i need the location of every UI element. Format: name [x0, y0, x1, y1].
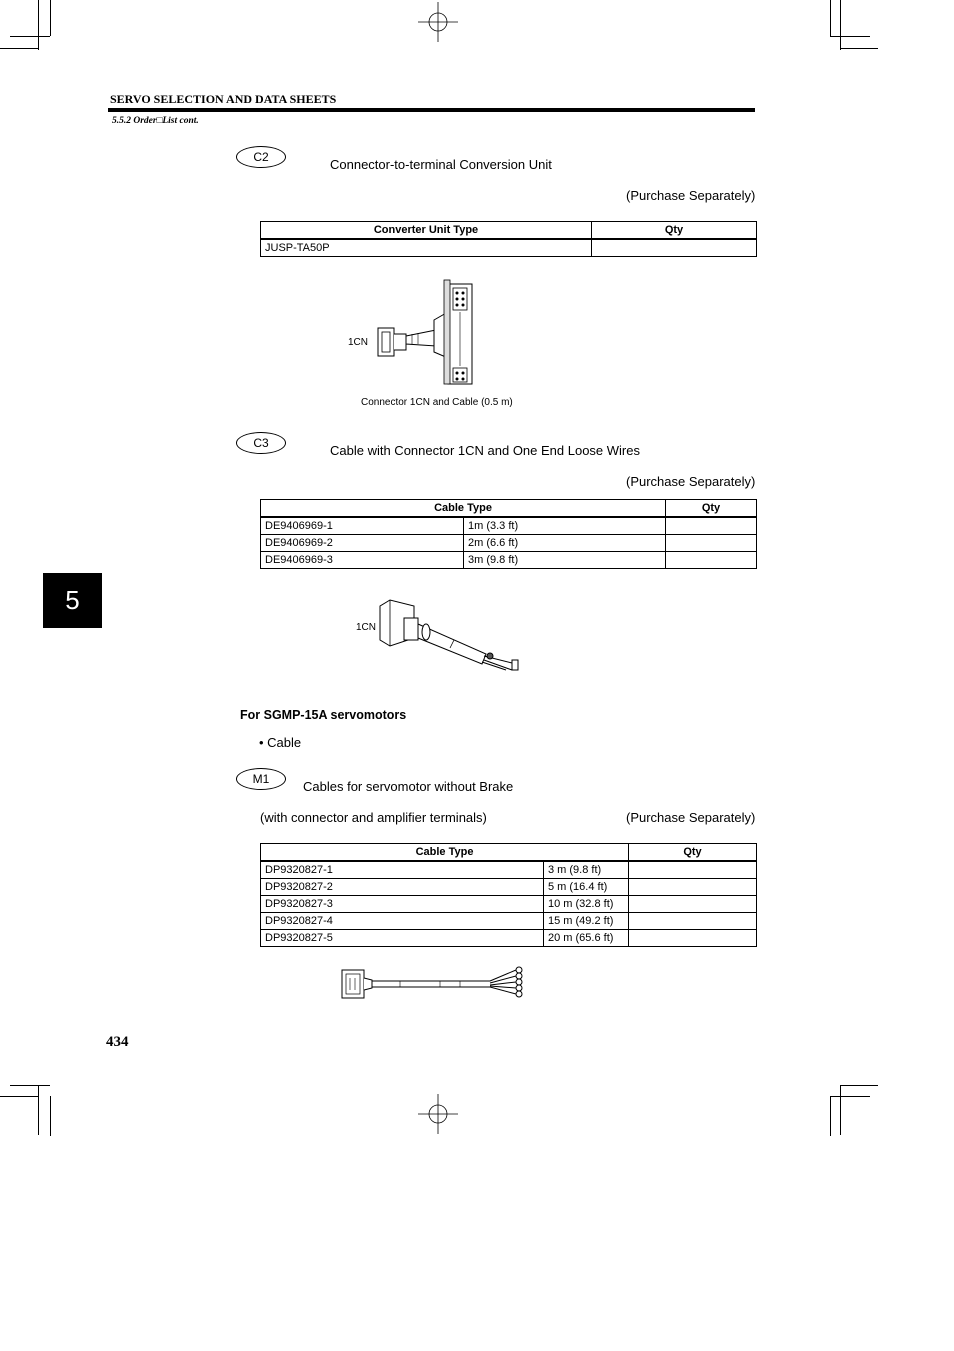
table-cell: 3m (9.8 ft) — [464, 552, 666, 569]
table-cell — [629, 930, 757, 947]
table-row — [261, 896, 757, 913]
table-cell: JUSP-TA50P — [261, 239, 592, 257]
header-rule — [108, 108, 755, 112]
table-cell: 2m (6.6 ft) — [464, 535, 666, 552]
section-title: SERVO SELECTION AND DATA SHEETS — [110, 92, 337, 106]
sgmp-heading: For SGMP-15A servomotors — [240, 708, 407, 722]
c3-title: Cable with Connector 1CN and One End Loose Wires — [330, 443, 640, 458]
table-header: Qty — [629, 844, 757, 862]
table-row — [261, 535, 757, 552]
table-header: Converter Unit Type — [261, 222, 592, 240]
table-cell — [629, 896, 757, 913]
table-cell: DE9406969-2 — [261, 535, 464, 552]
table-row — [261, 517, 757, 535]
registration-mark-top — [418, 2, 458, 42]
table-cell: 3 m (9.8 ft) — [544, 861, 629, 879]
subsection-title: 5.5.2 Order□List cont. — [112, 116, 199, 126]
c2-figure-label: 1CN — [348, 337, 369, 348]
registration-mark-bottom — [418, 1094, 458, 1134]
table-row — [261, 239, 757, 257]
conversion-unit-illustration — [376, 280, 516, 390]
sgmp-bullet: • Cable — [259, 735, 302, 750]
table-cell: 5 m (16.4 ft) — [544, 879, 629, 896]
table-cell: DE9406969-3 — [261, 552, 464, 569]
table-cell — [666, 517, 757, 535]
table-cell — [592, 239, 757, 257]
table-cell: 15 m (49.2 ft) — [544, 913, 629, 930]
chapter-tab: 5 — [43, 573, 102, 628]
table-row — [261, 552, 757, 569]
c3-figure-label: 1CN — [356, 622, 377, 633]
table-cell — [629, 913, 757, 930]
m1-title: Cables for servomotor without Brake — [303, 779, 514, 794]
table-cell: DE9406969-1 — [261, 517, 464, 535]
m1-note: (with connector and amplifier terminals) — [260, 810, 487, 825]
m1-table — [260, 843, 757, 947]
table-cell: 1m (3.3 ft) — [464, 517, 666, 535]
page-number: 434 — [106, 1034, 129, 1050]
table-cell — [666, 535, 757, 552]
loose-wire-cable-illustration — [376, 598, 536, 678]
table-cell: DP9320827-2 — [261, 879, 544, 896]
table-cell: DP9320827-3 — [261, 896, 544, 913]
c2-title: Connector-to-terminal Conversion Unit — [330, 157, 552, 172]
table-row — [261, 879, 757, 896]
c3-table — [260, 499, 757, 569]
table-cell — [666, 552, 757, 569]
table-cell — [629, 879, 757, 896]
table-cell: DP9320827-4 — [261, 913, 544, 930]
table-cell: DP9320827-5 — [261, 930, 544, 947]
c2-badge: C2 — [236, 146, 286, 168]
servomotor-cable-illustration — [340, 966, 530, 1002]
c3-purchase-note: (Purchase Separately) — [626, 474, 756, 489]
c2-purchase-note: (Purchase Separately) — [626, 188, 756, 203]
table-header: Qty — [592, 222, 757, 240]
table-header: Qty — [666, 500, 757, 518]
table-header: Cable Type — [261, 500, 666, 518]
m1-purchase-note: (Purchase Separately) — [626, 810, 756, 825]
table-row — [261, 861, 757, 879]
table-header: Cable Type — [261, 844, 629, 862]
table-row — [261, 913, 757, 930]
table-cell: 20 m (65.6 ft) — [544, 930, 629, 947]
table-cell: DP9320827-1 — [261, 861, 544, 879]
c3-badge: C3 — [236, 432, 286, 454]
m1-badge: M1 — [236, 768, 286, 790]
c2-table — [260, 221, 757, 257]
table-cell — [629, 861, 757, 879]
c2-figure-caption: Connector 1CN and Cable (0.5 m) — [361, 397, 513, 408]
table-cell: 10 m (32.8 ft) — [544, 896, 629, 913]
table-row — [261, 930, 757, 947]
